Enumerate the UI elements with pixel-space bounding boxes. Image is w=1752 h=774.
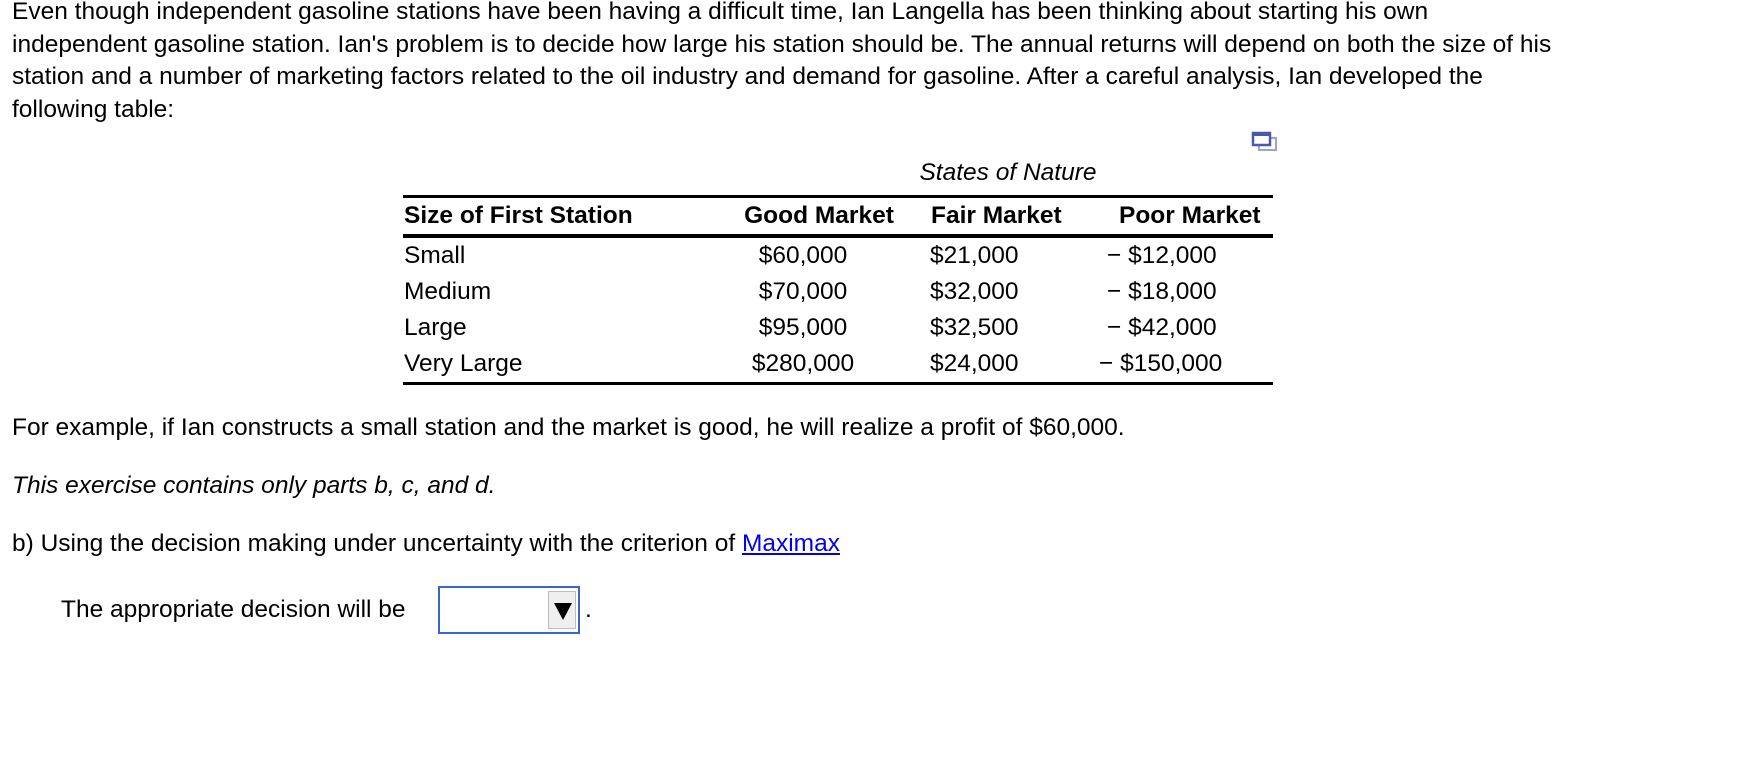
cell-size: Very Large: [404, 350, 523, 377]
cell-size: Large: [404, 314, 467, 341]
cell-poor: − $18,000: [1107, 278, 1217, 305]
column-header-good: Good Market: [744, 202, 894, 229]
cell-fair: $32,500: [930, 314, 1019, 341]
column-header-poor: Poor Market: [1119, 202, 1261, 229]
intro-line: independent gasoline station. Ian's problem is to decide how large his station should be. The annual returns will depend on both the size of his: [12, 30, 1552, 58]
dropdown-arrow-icon[interactable]: [548, 591, 576, 629]
column-header-fair: Fair Market: [931, 202, 1062, 229]
exercise-note: This exercise contains only parts b, c, and d.: [12, 472, 496, 499]
answer-label: The appropriate decision will be: [61, 596, 406, 623]
cell-good: $60,000: [758, 242, 848, 269]
cell-poor: − $42,000: [1107, 314, 1217, 341]
answer-suffix: .: [585, 596, 592, 623]
table-row: [403, 310, 1273, 346]
column-header-size: Size of First Station: [404, 202, 633, 229]
cell-good: $70,000: [758, 278, 848, 305]
cell-poor: − $150,000: [1099, 350, 1223, 377]
states-of-nature-header: States of Nature: [919, 159, 1097, 186]
question-b: [12, 528, 840, 560]
cell-good: $280,000: [751, 350, 855, 377]
table-row: [403, 346, 1273, 382]
question-b-text: b) Using the decision making under uncertainty with the criterion of: [12, 530, 742, 557]
intro-paragraph: [12, 0, 1732, 126]
cell-fair: $21,000: [930, 242, 1019, 269]
cell-good: $95,000: [758, 314, 848, 341]
table-row: [403, 238, 1273, 274]
intro-line: following table:: [12, 95, 175, 123]
table-row: [403, 274, 1273, 310]
table-bottom-rule: [403, 382, 1273, 385]
cell-size: Small: [404, 242, 466, 269]
decision-dropdown[interactable]: [438, 586, 580, 634]
maximax-link[interactable]: Maximax: [741, 530, 840, 557]
example-text: For example, if Ian constructs a small station and the market is good, he will realize a profit of $60,000.: [12, 414, 1125, 441]
intro-line: Even though independent gasoline stations have been having a difficult time, Ian Langella has been thinking about starting his own: [12, 0, 1429, 25]
table-header-row: [403, 198, 1273, 234]
cell-size: Medium: [404, 278, 492, 305]
intro-line: station and a number of marketing factors related to the oil industry and demand for gasoline. After a careful analysis, Ian developed the: [12, 63, 1483, 90]
cell-poor: − $12,000: [1107, 242, 1217, 269]
cell-fair: $24,000: [930, 350, 1019, 377]
popout-window-icon[interactable]: [1250, 130, 1280, 156]
cell-fair: $32,000: [930, 278, 1019, 305]
